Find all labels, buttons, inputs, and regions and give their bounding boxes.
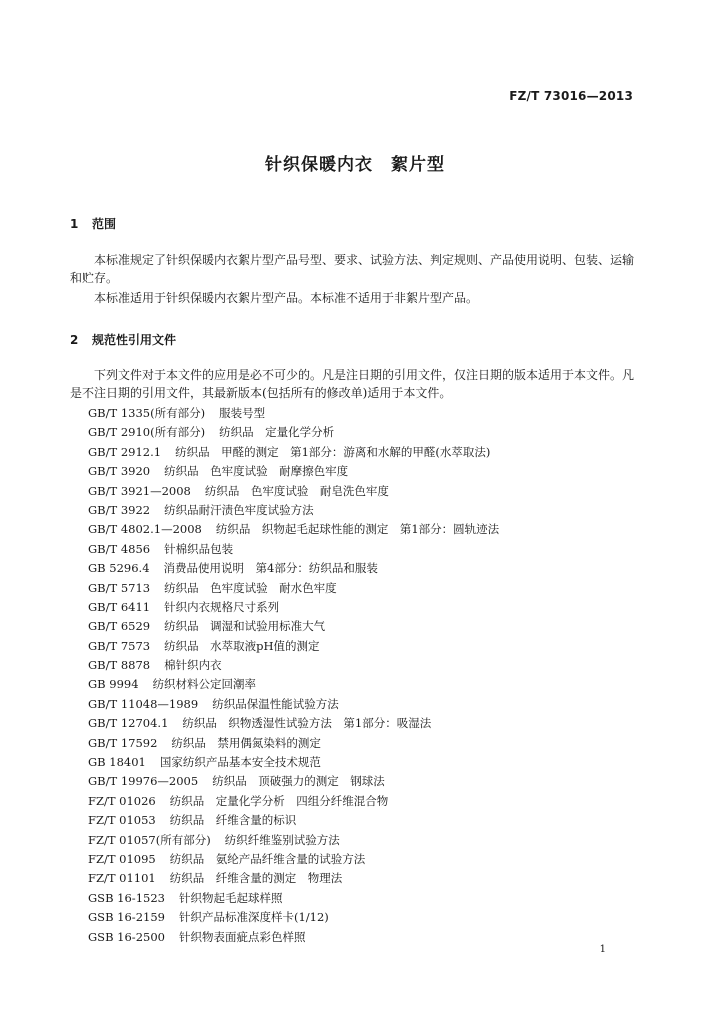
section-1-heading (70, 215, 116, 232)
reference-title: 国家纺织产品基本安全技术规范 (159, 755, 321, 770)
reference-title: 纺织品 织物起毛起球性能的测定 第1部分：圆轨迹法 (215, 522, 500, 537)
reference-code: GB/T 4802.1—2008 (88, 522, 202, 537)
reference-item (88, 598, 499, 617)
reference-title: 纺织品 水萃取液pH值的测定 (164, 638, 320, 653)
reference-code: GB/T 12704.1 (88, 716, 169, 731)
reference-item (88, 559, 499, 578)
reference-code: GB/T 17592 (88, 735, 158, 750)
reference-code: GB/T 7573 (88, 638, 151, 653)
section-1-paragraph-2: 本标准适用于针织保暖内衣絮片型产品。本标准不适用于非絮片型产品。 (94, 291, 479, 305)
section-title: 范围 (92, 217, 117, 231)
reference-item (88, 443, 499, 462)
reference-item (88, 404, 499, 423)
section-number: 1 (70, 217, 79, 231)
reference-code: GB/T 5713 (88, 580, 151, 595)
reference-code: GB 18401 (88, 755, 146, 770)
reference-code: GB/T 3920 (88, 464, 151, 479)
reference-item (88, 850, 499, 869)
reference-code: GB/T 11048—1989 (88, 696, 199, 711)
reference-code: FZ/T 01057(所有部分) (88, 832, 211, 847)
reference-item (88, 501, 499, 520)
reference-title: 纺织品 纤维含量的测定 物理法 (169, 871, 343, 886)
reference-title: 针棉织品包装 (164, 541, 234, 556)
reference-item (88, 889, 499, 908)
reference-title: 纺织纤维鉴别试验方法 (224, 832, 340, 847)
reference-code: FZ/T 01095 (88, 851, 156, 866)
reference-item (88, 675, 499, 694)
reference-title: 纺织品 氨纶产品纤维含量的试验方法 (169, 851, 366, 866)
reference-item (88, 637, 499, 656)
reference-title: 纺织品 顶破强力的测定 钢球法 (212, 774, 385, 789)
reference-code: GB/T 19976—2005 (88, 774, 199, 789)
reference-item (88, 772, 499, 791)
reference-item (88, 869, 499, 888)
reference-title: 消费品使用说明 第4部分：纺织品和服装 (163, 561, 378, 576)
reference-item (88, 811, 499, 830)
reference-title: 纺织品 色牢度试验 耐皂洗色牢度 (204, 483, 389, 498)
section-2-heading (70, 331, 176, 348)
reference-code: GB/T 1335(所有部分) (88, 406, 206, 420)
reference-item (88, 695, 499, 714)
reference-item (88, 540, 499, 559)
reference-code: GB/T 8878 (88, 658, 151, 673)
reference-title: 纺织品 织物透湿性试验方法 第1部分：吸湿法 (182, 716, 432, 731)
reference-title: 针织产品标准深度样卡(1/12) (178, 910, 329, 925)
reference-code: GB/T 2910(所有部分) (88, 425, 206, 440)
section-number: 2 (70, 333, 79, 347)
reference-title: 纺织材料公定回潮率 (152, 677, 257, 692)
reference-title: 纺织品 色牢度试验 耐摩擦色牢度 (164, 464, 349, 479)
section-title: 规范性引用文件 (92, 333, 177, 347)
reference-list (88, 404, 499, 947)
reference-code: FZ/T 01026 (88, 793, 156, 808)
reference-code: GSB 16-1523 (88, 890, 165, 905)
reference-item (88, 908, 499, 927)
section-2-paragraph-1: 下列文件对于本文件的应用是必不可少的。凡是注日期的引用文件，仅注日期的版本适用于本文件。凡是不注日期的引用文件，其最新版本(包括所有的修改单)适用于本文件。 (70, 368, 635, 400)
reference-item (88, 656, 499, 675)
reference-item (88, 714, 499, 733)
reference-item (88, 482, 499, 501)
reference-code: FZ/T 01053 (88, 813, 156, 828)
reference-title: 纺织品耐汗渍色牢度试验方法 (164, 502, 314, 517)
reference-title: 棉针织内衣 (164, 658, 222, 673)
reference-code: GB/T 2912.1 (88, 444, 162, 459)
reference-title: 纺织品 色牢度试验 耐水色牢度 (164, 580, 337, 595)
reference-title: 纺织品 调湿和试验用标准大气 (164, 619, 326, 634)
reference-item (88, 792, 499, 811)
page-number: 1 (599, 944, 606, 955)
reference-code: GB/T 6411 (88, 599, 151, 614)
reference-item (88, 617, 499, 636)
reference-code: GB/T 6529 (88, 619, 151, 634)
reference-item (88, 928, 499, 947)
reference-code: GB 5296.4 (88, 561, 150, 576)
reference-title: 纺织品 定量化学分析 四组分纤维混合物 (169, 793, 389, 808)
reference-code: GB 9994 (88, 677, 139, 692)
reference-item (88, 423, 499, 442)
reference-code: GB/T 3921—2008 (88, 483, 191, 498)
document-title: 针织保暖内衣 絮片型 (265, 155, 445, 175)
reference-title: 针织物起毛起球样照 (178, 890, 283, 905)
reference-code: GSB 16-2500 (88, 929, 165, 944)
reference-code: GB/T 4856 (88, 541, 151, 556)
reference-item (88, 734, 499, 753)
reference-code: GB/T 3922 (88, 502, 151, 517)
reference-item (88, 831, 499, 850)
reference-title: 针织内衣规格尺寸系列 (164, 599, 280, 614)
reference-item (88, 520, 499, 539)
reference-title: 针织物表面疵点彩色样照 (178, 929, 306, 944)
reference-title: 纺织品 禁用偶氮染料的测定 (171, 735, 321, 750)
reference-title: 纺织品保温性能试验方法 (212, 696, 339, 711)
reference-code: FZ/T 01101 (88, 871, 156, 886)
reference-item (88, 579, 499, 598)
reference-title: 纺织品 纤维含量的标识 (169, 813, 297, 828)
standard-code: FZ/T 73016—2013 (509, 89, 633, 103)
reference-title: 服装号型 (219, 406, 266, 420)
reference-item (88, 753, 499, 772)
section-1-paragraph-1: 本标准规定了针织保暖内衣絮片型产品号型、要求、试验方法、判定规则、产品使用说明、包装、运输和贮存。 (70, 253, 635, 285)
reference-title: 纺织品 甲醛的测定 第1部分：游离和水解的甲醛(水萃取法) (175, 444, 491, 459)
reference-title: 纺织品 定量化学分析 (219, 425, 335, 440)
reference-item (88, 462, 499, 481)
reference-code: GSB 16-2159 (88, 910, 165, 925)
